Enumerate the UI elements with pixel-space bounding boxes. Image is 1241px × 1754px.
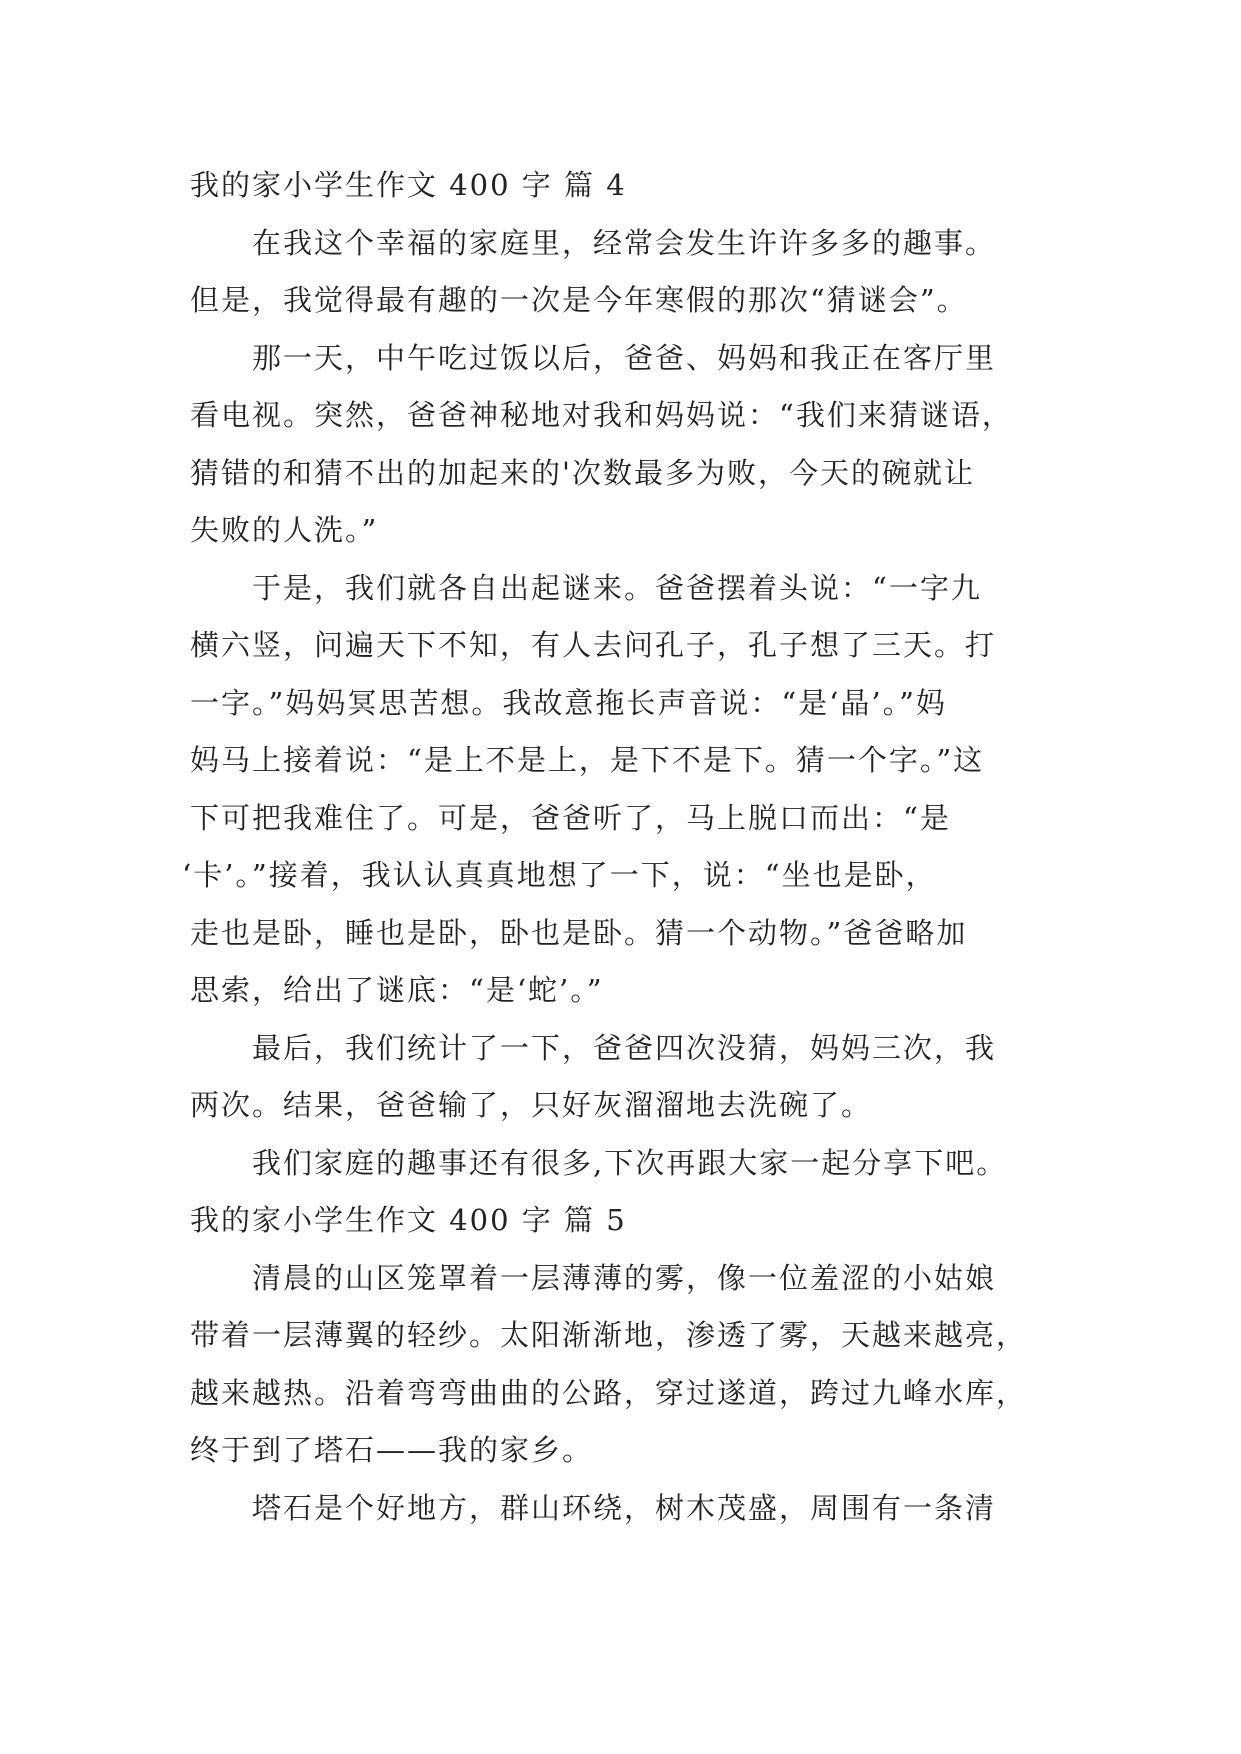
text-line: 思索，给出了谜底：“是‘蛇’。” xyxy=(190,973,604,1007)
text-line: 于是，我们就各自出起谜来。爸爸摆着头说：“一字九 xyxy=(252,570,982,605)
text-line: 终于到了塔石——我的家乡。 xyxy=(190,1433,594,1467)
text-line: 一字。”妈妈冥思苦想。我故意拖长声音说：“是‘晶’。”妈 xyxy=(190,685,947,720)
paragraph xyxy=(190,330,1065,560)
text-line: 清晨的山区笼罩着一层薄薄的雾，像一位羞涩的小姑娘 xyxy=(252,1260,997,1295)
paragraph xyxy=(190,1480,1065,1538)
paragraph xyxy=(190,1250,1065,1480)
text-line: 越来越热。沿着弯弯曲曲的公路，穿过遂道，跨过九峰水库， xyxy=(190,1375,1028,1410)
text-line: 我们家庭的趣事还有很多,下次再跟大家一起分享下吧。 xyxy=(252,1145,1008,1180)
text-line: 横六竖，问遍天下不知，有人去问孔子，孔子想了三天。打 xyxy=(190,628,997,662)
paragraph xyxy=(190,1135,1065,1193)
essay-heading-5: 我的家小学生作文 400 字 篇 5 xyxy=(190,1203,627,1237)
text-line: 下可把我难住了。可是，爸爸听了，马上脱口而出：“是 xyxy=(190,800,951,835)
text-line: 看电视。突然，爸爸神秘地对我和妈妈说：“我们来猜谜语， xyxy=(190,398,1013,432)
text-line: 最后，我们统计了一下，爸爸四次没猜，妈妈三次，我 xyxy=(252,1030,997,1065)
text-line: 猜错的和猜不出的加起来的'次数最多为败，今天的碗就让 xyxy=(190,455,975,490)
paragraph xyxy=(190,1020,1065,1135)
text-line: 但是，我觉得最有趣的一次是今年寒假的那次“猜谜会”。 xyxy=(190,283,968,317)
text-line: 在我这个幸福的家庭里，经常会发生许许多多的趣事。 xyxy=(252,225,997,260)
text-line: ‘卡’。”接着，我认认真真地想了一下，说：“坐也是卧， xyxy=(182,858,937,892)
text-line: 失败的人洗。” xyxy=(190,513,379,547)
text-line: 带着一层薄翼的轻纱。太阳渐渐地，渗透了雾，天越来越亮， xyxy=(190,1318,1028,1352)
text-line: 两次。结果，爸爸输了，只好灰溜溜地去洗碗了。 xyxy=(190,1088,873,1122)
essay-heading-4: 我的家小学生作文 400 字 篇 4 xyxy=(190,168,627,202)
text-line: 塔石是个好地方，群山环绕，树木茂盛，周围有一条清 xyxy=(252,1490,997,1525)
text-line: 那一天，中午吃过饭以后，爸爸、妈妈和我正在客厅里 xyxy=(252,340,997,375)
text-line: 走也是卧，睡也是卧，卧也是卧。猜一个动物。”爸爸略加 xyxy=(190,915,968,950)
paragraph xyxy=(182,560,1065,1020)
text-line: 妈马上接着说：“是上不是上，是下不是下。猜一个字。”这 xyxy=(190,743,985,777)
document-page xyxy=(182,157,1065,1537)
paragraph xyxy=(190,215,1065,330)
